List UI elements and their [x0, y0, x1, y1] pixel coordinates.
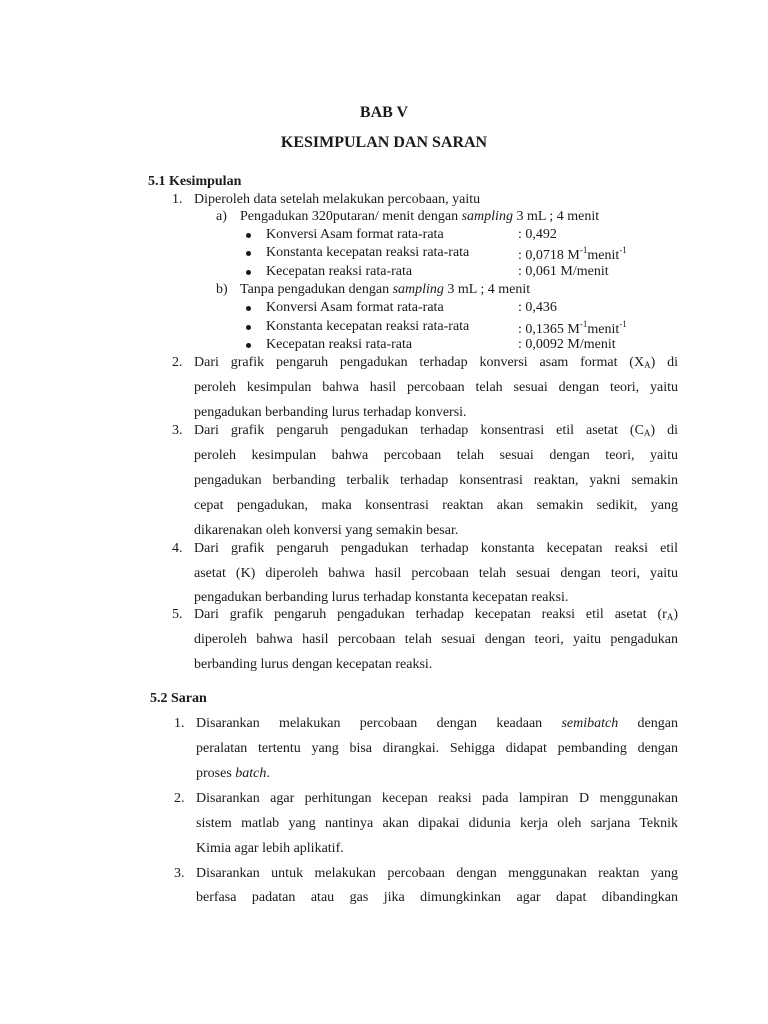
paragraph-line: dikarenakan oleh konversi yang semakin besar. — [194, 523, 459, 538]
item-number: 2. — [172, 355, 183, 370]
data-label: Konversi Asam format rata-rata — [266, 300, 444, 315]
data-label: Kecepatan reaksi rata-rata — [266, 264, 413, 279]
data-value: : 0,1365 $M^{-1}menit^{-1}$ — [518, 319, 627, 337]
bullet-icon — [246, 233, 251, 238]
paragraph-line: asetat (K) diperoleh bahwa hasil percobaan telah sesuai dengan teori, yaitu — [194, 566, 678, 581]
sub-item-label: b) — [216, 282, 228, 297]
item-number: 3. — [172, 423, 183, 438]
item-number: 3. — [174, 866, 185, 881]
data-label: Konversi Asam format rata-rata — [266, 227, 444, 242]
item-number: 2. — [174, 791, 185, 806]
sub-item-label: a) — [216, 209, 227, 224]
data-label: Konstanta kecepatan reaksi rata-rata — [266, 319, 470, 334]
paragraph-line: pengadukan berbanding lurus terhadap konversi. — [194, 405, 467, 420]
sub-item-text: Tanpa pengadukan dengan sampling 3 mL ; 4 menit — [240, 282, 531, 297]
chapter-label: BAB V — [359, 104, 409, 121]
sub-item-text: Pengadukan 320putaran/ menit dengan sampling 3 mL ; 4 menit — [240, 209, 600, 224]
chapter-title: KESIMPULAN DAN SARAN — [280, 134, 488, 151]
paragraph-line: berfasa padatan atau gas jika dimungkinkan agar dapat dibandingkan — [196, 890, 678, 905]
paragraph-line: Dari grafik pengaruh pengadukan terhadap kecepatan reaksi etil asetat $(r_A)$ — [194, 607, 678, 622]
data-value: : 0,492 — [518, 227, 557, 242]
paragraph-line: diperoleh bahwa hasil percobaan telah sesuai dengan teori, yaitu pengadukan — [194, 632, 678, 647]
data-value: : 0,0718 $M^{-1}menit^{-1}$ — [518, 245, 627, 263]
paragraph-line: peroleh kesimpulan bahwa percobaan telah sesuai dengan teori, yaitu — [194, 448, 678, 463]
section-heading-kesimpulan: 5.1 Kesimpulan — [148, 174, 242, 189]
paragraph-line: Disarankan agar perhitungan kecepan reaksi pada lampiran D menggunakan — [196, 791, 678, 806]
paragraph-line: pengadukan berbanding terbalik terhadap konsentrasi reaktan, yakni semakin — [194, 473, 678, 488]
paragraph-line: cepat pengadukan, maka konsentrasi reaktan akan semakin sedikit, yang — [194, 498, 678, 513]
paragraph-line: Disarankan untuk melakukan percobaan dengan menggunakan reaktan yang — [196, 866, 678, 881]
bullet-icon — [246, 343, 251, 348]
paragraph-line: Dari grafik pengaruh pengadukan terhadap konstanta kecepatan reaksi etil — [194, 541, 678, 556]
paragraph-line: pengadukan berbanding lurus terhadap konstanta kecepatan reaksi. — [194, 590, 569, 605]
paragraph-line: peroleh kesimpulan bahwa hasil percobaan telah sesuai dengan teori, yaitu — [194, 380, 678, 395]
item-text: Diperoleh data setelah melakukan percobaan, yaitu — [194, 192, 481, 207]
paragraph-line: berbanding lurus dengan kecepatan reaksi. — [194, 657, 433, 672]
data-value: : 0,061 M/menit — [518, 264, 609, 279]
item-number: 1. — [172, 192, 183, 207]
data-label: Kecepatan reaksi rata-rata — [266, 337, 413, 352]
paragraph-line: Kimia agar lebih aplikatif. — [196, 841, 344, 856]
bullet-icon — [246, 270, 251, 275]
bullet-icon — [246, 306, 251, 311]
paragraph-line: Disarankan melakukan percobaan dengan keadaan semibatch dengan — [196, 716, 678, 731]
item-number: 1. — [174, 716, 185, 731]
paragraph-line: sistem matlab yang nantinya akan dipakai didunia kerja oleh sarjana Teknik — [196, 816, 678, 831]
item-number: 4. — [172, 541, 183, 556]
item-number: 5. — [172, 607, 183, 622]
bullet-icon — [246, 251, 251, 256]
paragraph-line: proses batch. — [196, 766, 270, 781]
section-heading-saran: 5.2 Saran — [150, 691, 207, 706]
data-value: : 0,436 — [518, 300, 557, 315]
paragraph-line: peralatan tertentu yang bisa dirangkai. Sehigga didapat pembanding dengan — [196, 741, 678, 756]
paragraph-line: Dari grafik pengaruh pengadukan terhadap konversi asam format $(X_A)$ di — [194, 355, 678, 370]
bullet-icon — [246, 325, 251, 330]
paragraph-line: Dari grafik pengaruh pengadukan terhadap konsentrasi etil asetat $(C_A)$ di — [194, 423, 678, 438]
data-label: Konstanta kecepatan reaksi rata-rata — [266, 245, 470, 260]
data-value: : 0,0092 M/menit — [518, 337, 616, 352]
